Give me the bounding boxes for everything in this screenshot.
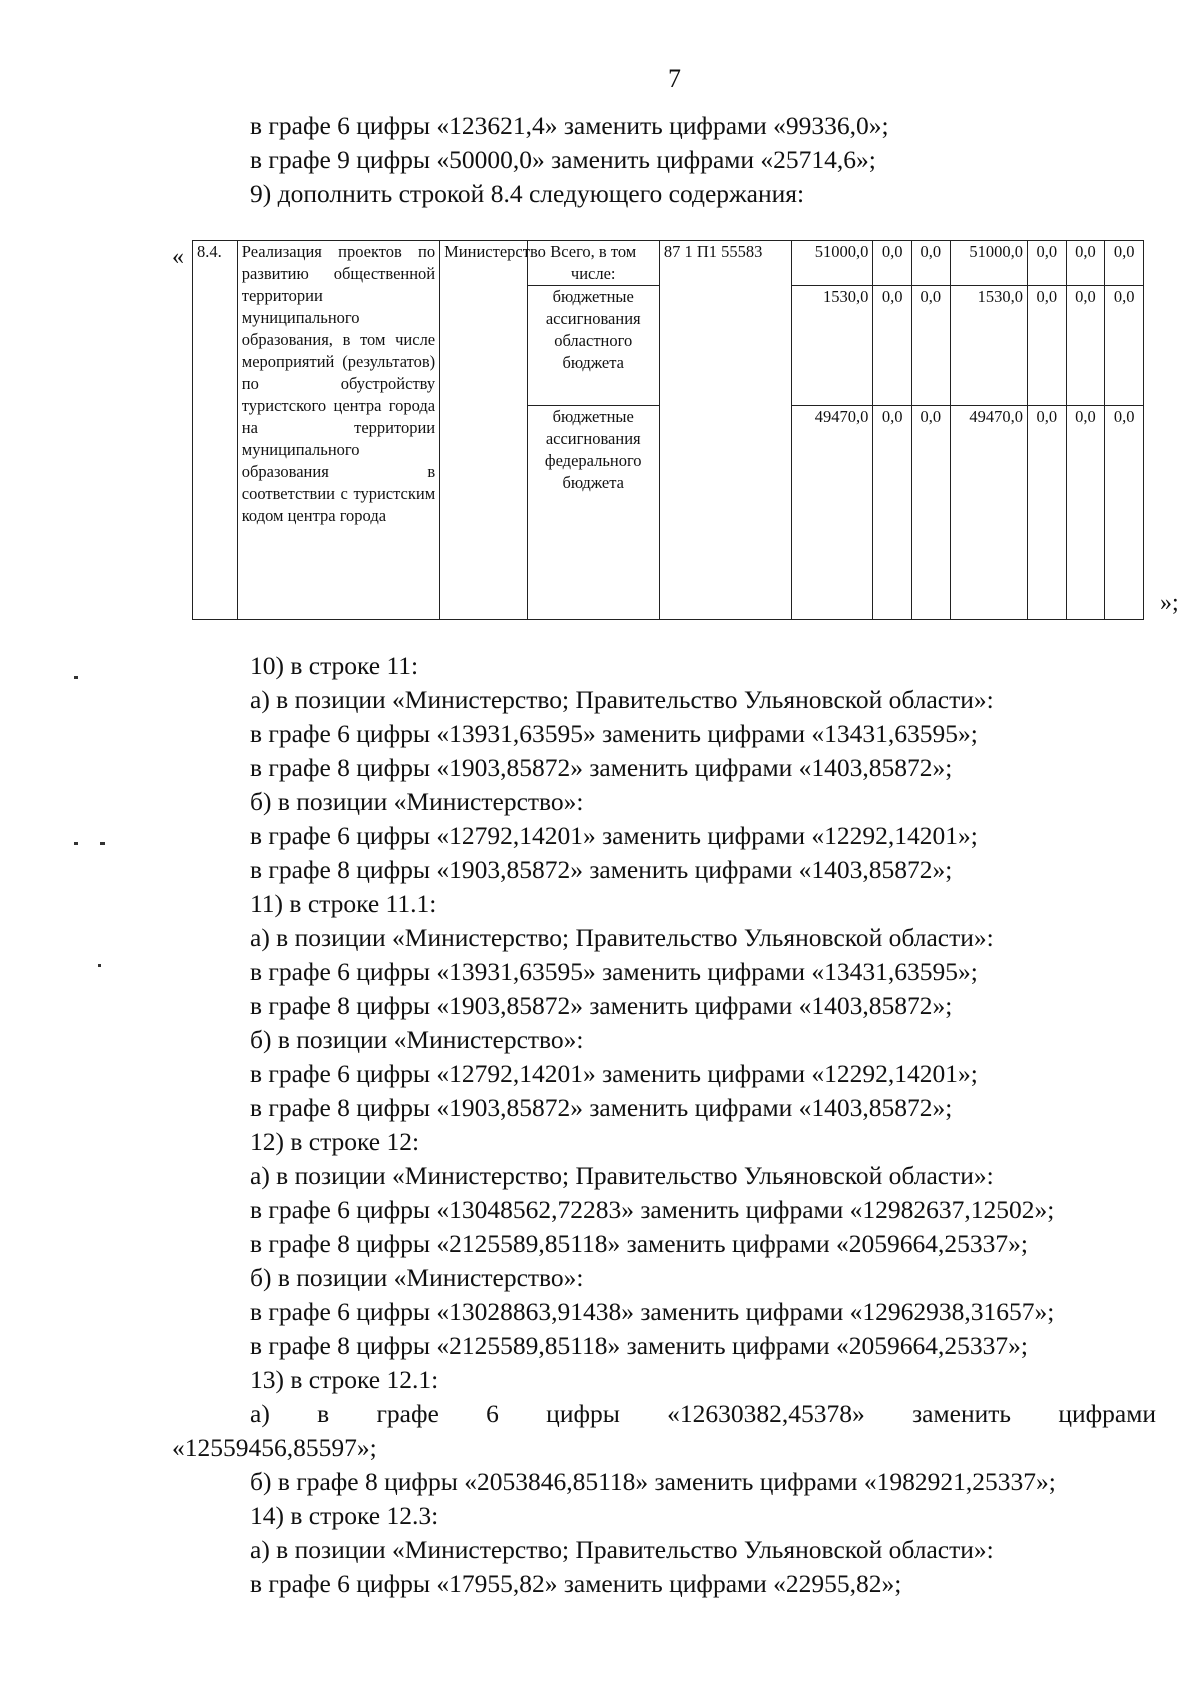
value-cell: 49470,0: [950, 406, 1027, 620]
word: в: [317, 1399, 330, 1428]
word: 6: [486, 1399, 499, 1428]
body-line: б) в позиции «Министерство»:: [250, 787, 584, 816]
value-cell: 51000,0: [792, 241, 873, 286]
source-label: бюджетные ассигнования федерального бюджета: [527, 406, 659, 620]
body-line: в графе 6 цифры «12792,14201» заменить цифрами «12292,14201»;: [250, 1059, 978, 1088]
word: цифрами: [1058, 1399, 1156, 1428]
value-cell: 0,0: [1105, 286, 1144, 406]
value-cell: 49470,0: [792, 406, 873, 620]
body-line: в графе 6 цифры «13931,63595» заменить цифрами «13431,63595»;: [250, 719, 978, 748]
body-line: а) в позиции «Министерство; Правительство Ульяновской области»:: [250, 1161, 994, 1190]
value-cell: 0,0: [1027, 406, 1066, 620]
source-label: бюджетные ассигнования областного бюджета: [527, 286, 659, 406]
body-line: 13) в строке 12.1:: [250, 1365, 439, 1394]
value-cell: 0,0: [873, 241, 912, 286]
body-line: 12) в строке 12:: [250, 1127, 420, 1156]
scan-speck: [74, 842, 78, 845]
word: а): [250, 1399, 270, 1428]
word: графе: [376, 1399, 439, 1428]
body-line: в графе 6 цифры «17955,82» заменить цифрами «22955,82»;: [250, 1569, 902, 1598]
body-line: в графе 8 цифры «1903,85872» заменить цифрами «1403,85872»;: [250, 753, 953, 782]
body-line: 10) в строке 11:: [250, 651, 419, 680]
value-cell: 0,0: [1105, 406, 1144, 620]
scan-speck: [98, 964, 101, 967]
value-cell: 0,0: [912, 286, 951, 406]
body-line: в графе 6 цифры «13048562,72283» заменить цифрами «12982637,12502»;: [250, 1195, 1055, 1224]
value-cell: 0,0: [1105, 241, 1144, 286]
value-cell: 0,0: [1027, 286, 1066, 406]
intro-line: 9) дополнить строкой 8.4 следующего содержания:: [250, 179, 805, 208]
scan-speck: [74, 676, 78, 679]
body-line: а) в позиции «Министерство; Правительство Ульяновской области»:: [250, 1535, 994, 1564]
row-executor: Министерство: [440, 241, 527, 620]
body-line: в графе 6 цифры «13931,63595» заменить цифрами «13431,63595»;: [250, 957, 978, 986]
close-quote: »;: [1160, 590, 1179, 616]
value-cell: 51000,0: [950, 241, 1027, 286]
justified-line: [250, 1399, 1156, 1429]
row-number: 8.4.: [193, 241, 238, 620]
budget-code: 87 1 П1 55583: [659, 241, 791, 620]
continuation-line: «12559456,85597»;: [172, 1433, 377, 1462]
body-line: в графе 6 цифры «12792,14201» заменить цифрами «12292,14201»;: [250, 821, 978, 850]
body-line: в графе 8 цифры «2125589,85118» заменить цифрами «2059664,25337»;: [250, 1229, 1028, 1258]
page-number: 7: [668, 64, 681, 93]
row-description: Реализация проектов по развитию общественной территории муниципального образования, в том числе мероприятий (результатов) по обустройству туристского центра города на территории муниципального образования в соответствии с туристским кодом центра города: [237, 241, 439, 620]
value-cell: 0,0: [873, 406, 912, 620]
intro-line: в графе 6 цифры «123621,4» заменить цифрами «99336,0»;: [250, 111, 889, 140]
word: заменить: [912, 1399, 1012, 1428]
body-line: а) в позиции «Министерство; Правительство Ульяновской области»:: [250, 923, 994, 952]
body-line: в графе 6 цифры «13028863,91438» заменить цифрами «12962938,31657»;: [250, 1297, 1055, 1326]
value-cell: 0,0: [1066, 241, 1105, 286]
value-cell: 0,0: [1027, 241, 1066, 286]
body-line: б) в графе 8 цифры «2053846,85118» заменить цифрами «1982921,25337»;: [250, 1467, 1056, 1496]
body-line: 14) в строке 12.3:: [250, 1501, 439, 1530]
program-row-table: [192, 240, 1144, 620]
value-cell: 0,0: [912, 406, 951, 620]
open-quote: «: [172, 244, 184, 270]
body-line: в графе 8 цифры «1903,85872» заменить цифрами «1403,85872»;: [250, 1093, 953, 1122]
body-line: 11) в строке 11.1:: [250, 889, 437, 918]
body-line: в графе 8 цифры «1903,85872» заменить цифрами «1403,85872»;: [250, 991, 953, 1020]
value-cell: 1530,0: [792, 286, 873, 406]
intro-line: в графе 9 цифры «50000,0» заменить цифрами «25714,6»;: [250, 145, 876, 174]
value-cell: 0,0: [912, 241, 951, 286]
body-line: а) в позиции «Министерство; Правительство Ульяновской области»:: [250, 685, 994, 714]
word: цифры: [546, 1399, 620, 1428]
value-cell: 0,0: [873, 286, 912, 406]
source-label: Всего, в том числе:: [527, 241, 659, 286]
value-cell: 0,0: [1066, 286, 1105, 406]
body-line: б) в позиции «Министерство»:: [250, 1025, 584, 1054]
value-cell: 1530,0: [950, 286, 1027, 406]
body-line: в графе 8 цифры «1903,85872» заменить цифрами «1403,85872»;: [250, 855, 953, 884]
value-cell: 0,0: [1066, 406, 1105, 620]
scan-speck: [100, 842, 105, 845]
body-line: б) в позиции «Министерство»:: [250, 1263, 584, 1292]
body-line: в графе 8 цифры «2125589,85118» заменить цифрами «2059664,25337»;: [250, 1331, 1028, 1360]
word: «12630382,45378»: [667, 1399, 865, 1428]
